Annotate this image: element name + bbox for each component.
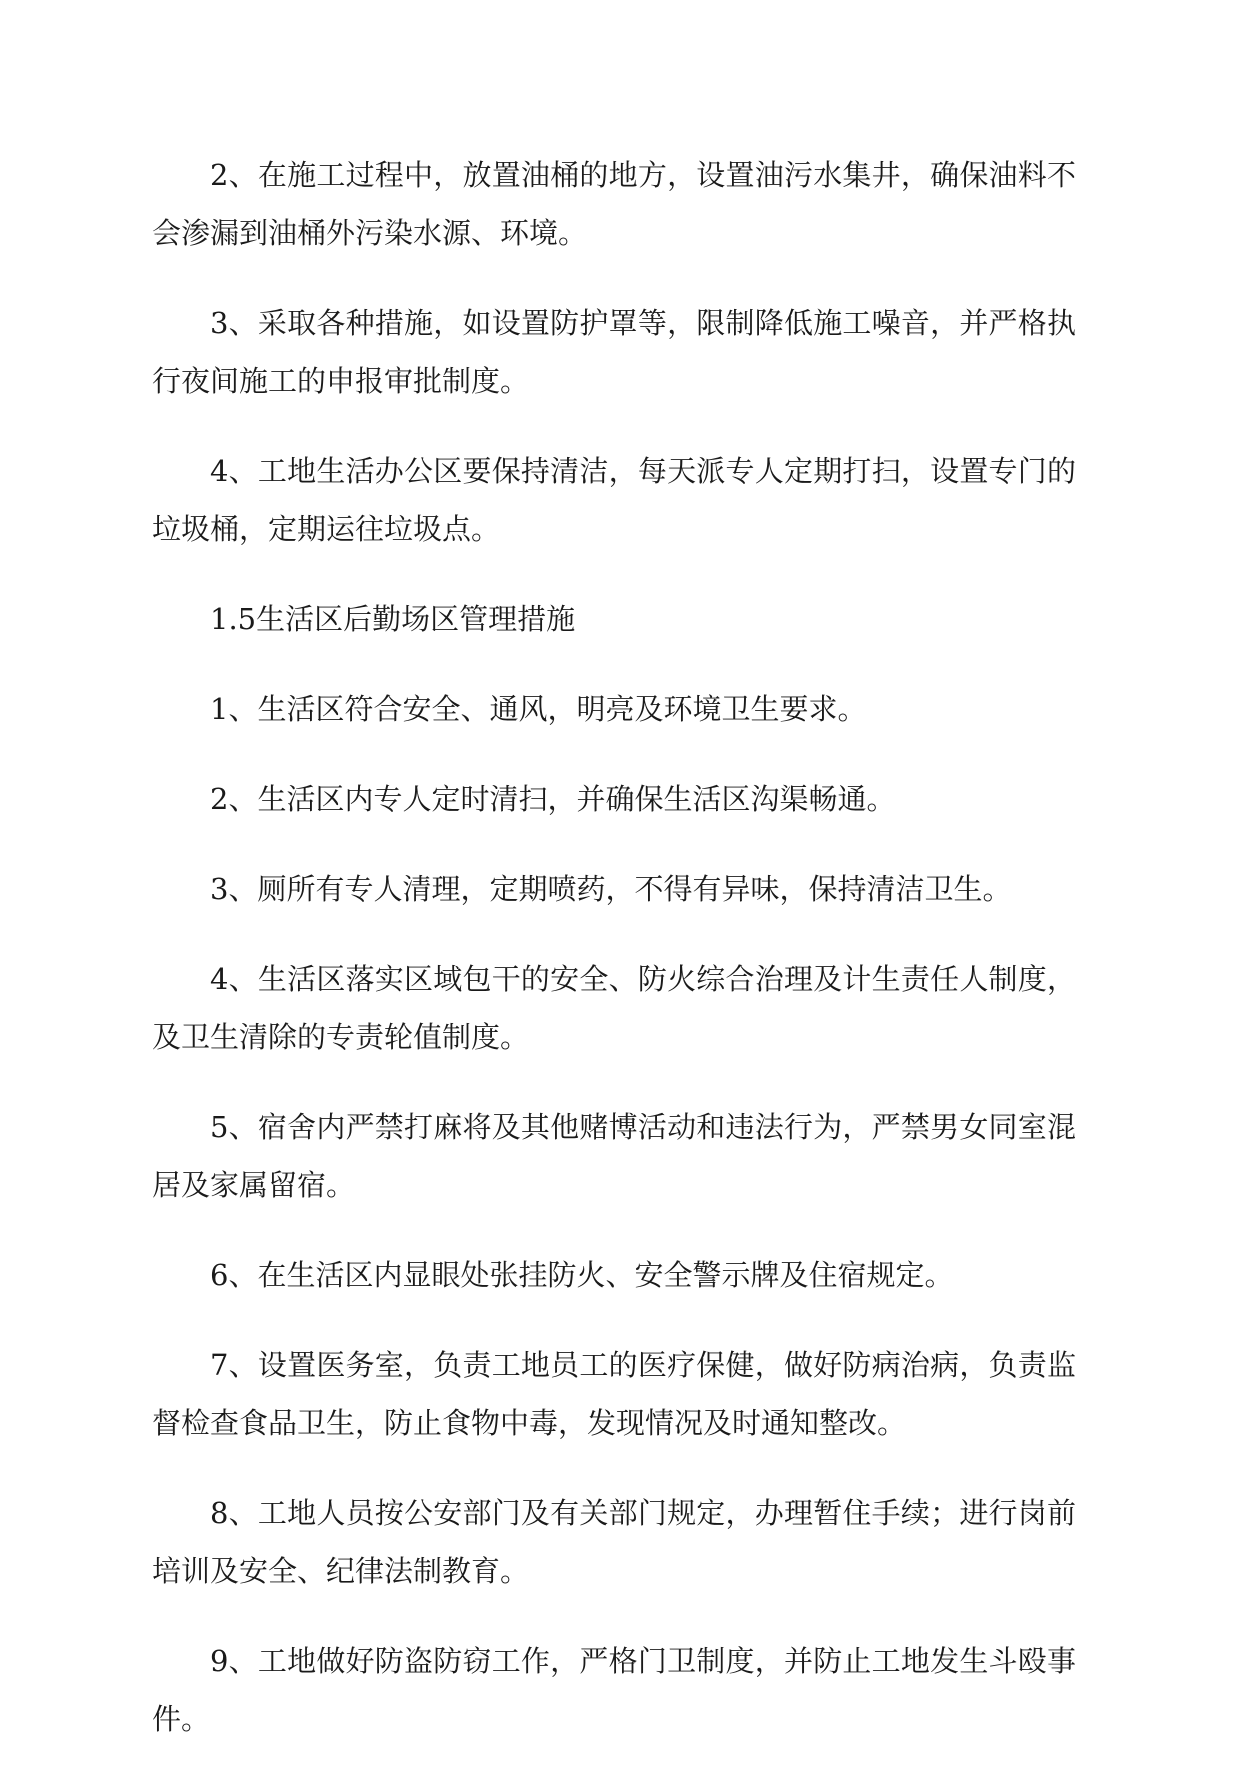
paragraph-oil-drum: 2、在施工过程中，放置油桶的地方，设置油污水集井，确保油料不会渗漏到油桶外污染水源、环境。 [152, 158, 1076, 250]
paragraph-medical-room: 7、设置医务室，负责工地员工的医疗保健，做好防病治病，负责监督检查食品卫生，防止食物中毒，发现情况及时通知整改。 [152, 1348, 1076, 1440]
paragraph-living-area-requirements: 1、生活区符合安全、通风，明亮及环境卫生要求。 [210, 692, 867, 726]
paragraph-dormitory-rules: 5、宿舍内严禁打麻将及其他赌博活动和违法行为，严禁男女同室混居及家属留宿。 [152, 1110, 1076, 1202]
paragraph-registration: 8、工地人员按公安部门及有关部门规定，办理暂住手续；进行岗前培训及安全、纪律法制教育。 [152, 1496, 1076, 1588]
paragraph-warning-signs: 6、在生活区内显眼处张挂防火、安全警示牌及住宿规定。 [210, 1258, 954, 1292]
document-body [152, 146, 1076, 1780]
paragraph-office-cleaning: 4、工地生活办公区要保持清洁，每天派专人定期打扫，设置专门的垃圾桶，定期运往垃圾点。 [152, 454, 1076, 546]
paragraph-security: 9、工地做好防盗防窃工作，严格门卫制度，并防止工地发生斗殴事件。 [152, 1644, 1076, 1736]
section-heading: 1.5生活区后勤场区管理措施 [210, 602, 576, 636]
paragraph-living-area-cleaning: 2、生活区内专人定时清扫，并确保生活区沟渠畅通。 [210, 782, 896, 816]
paragraph-noise-control: 3、采取各种措施，如设置防护罩等，限制降低施工噪音，并严格执行夜间施工的申报审批制度。 [152, 306, 1076, 398]
paragraph-responsibility: 4、生活区落实区域包干的安全、防火综合治理及计生责任人制度，及卫生清除的专责轮值制度。 [152, 962, 1076, 1054]
paragraph-toilet: 3、厕所有专人清理，定期喷药，不得有异味，保持清洁卫生。 [210, 872, 1012, 906]
